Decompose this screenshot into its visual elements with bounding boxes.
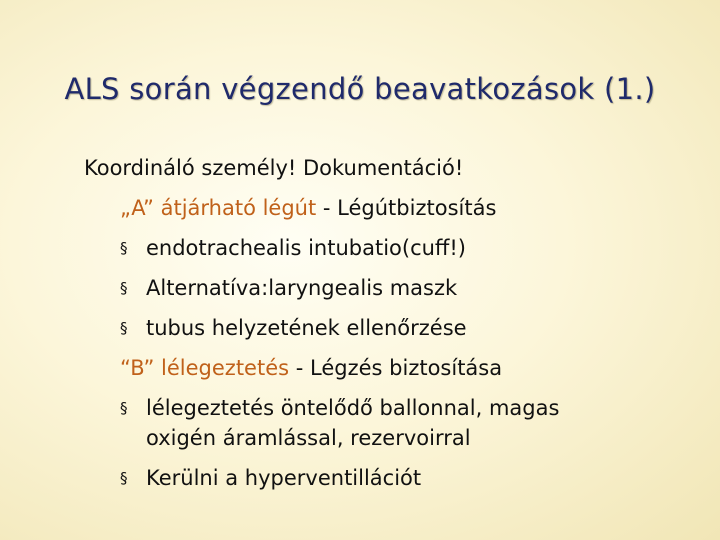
bullet-text: tubus helyzetének ellenőrzése [146, 316, 467, 340]
bullet-text: endotrachealis intubatio(cuff!) [146, 236, 467, 260]
section-b-heading [84, 348, 684, 388]
bullet-icon: § [120, 239, 128, 257]
bullet-text: Alternatíva:laryngealis maszk [146, 276, 458, 300]
slide-content [84, 148, 684, 498]
bullet-text: lélegeztetés öntelődő ballonnal, magas [146, 396, 560, 420]
list-item [84, 308, 684, 348]
intro-line: Koordináló személy! Dokumentáció! [84, 156, 464, 180]
section-b-label: “B” lélegeztetés [120, 356, 290, 380]
section-b-text: Légzés biztosítása [310, 356, 503, 380]
bullet-icon: § [120, 319, 128, 337]
slide-title: ALS során végzendő beavatkozások (1.) [64, 72, 656, 106]
bullet-icon: § [120, 399, 128, 417]
section-a-label: „A” átjárható légút [120, 196, 317, 220]
section-a-text: Légútbiztosítás [337, 196, 497, 220]
list-item [84, 458, 684, 498]
bullet-icon: § [120, 279, 128, 297]
list-item [84, 228, 684, 268]
list-item [84, 388, 684, 458]
section-b-separator: - [289, 356, 311, 380]
bullet-text-continuation: oxigén áramlással, rezervoirral [146, 426, 471, 450]
bullet-text: Kerülni a hyperventillációt [146, 466, 422, 490]
section-a-separator: - [316, 196, 338, 220]
section-a-heading [84, 188, 684, 228]
list-item [84, 268, 684, 308]
bullet-icon: § [120, 469, 128, 487]
